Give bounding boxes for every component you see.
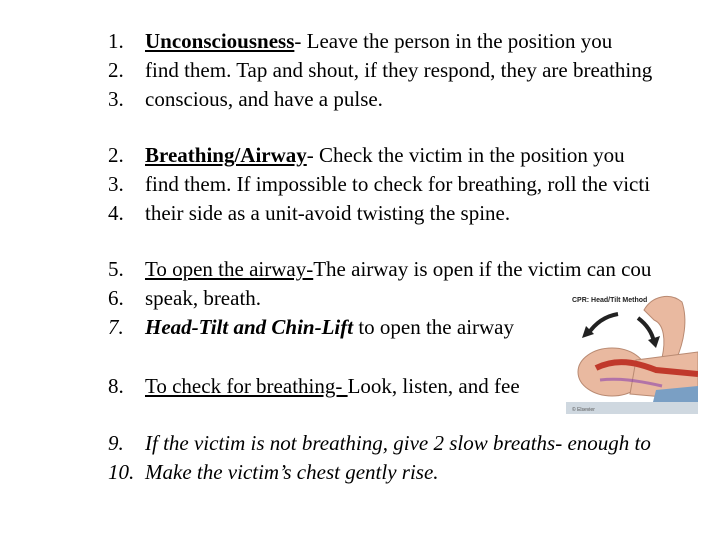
list-number: 3. xyxy=(108,172,124,196)
list-number: 7. xyxy=(108,315,124,339)
list-text: find them. If impossible to check for breathing, roll the victi xyxy=(145,172,651,196)
list-item-1 xyxy=(108,28,720,56)
list-number: 2. xyxy=(108,143,124,167)
list-text: - Check the victim in the position you xyxy=(306,143,625,167)
list-item-3 xyxy=(108,86,720,114)
list-text: to open the airway xyxy=(353,315,515,339)
list-number: 3. xyxy=(108,87,124,111)
list-number: 9. xyxy=(108,431,124,455)
list-text: Make the victim’s chest gently rise. xyxy=(145,460,439,484)
list-text: their side as a unit-avoid twisting the spine. xyxy=(145,201,511,225)
list-item-5 xyxy=(108,256,720,284)
cpr-figure xyxy=(566,290,698,414)
list-item-10 xyxy=(108,459,720,487)
list-text: If the victim is not breathing, give 2 slow breaths- enough to xyxy=(145,431,651,455)
term-head-tilt-chin-lift: Head-Tilt and Chin-Lift xyxy=(145,315,354,339)
list-item-9 xyxy=(108,430,720,458)
list-item-2 xyxy=(108,57,720,85)
list-item-2b xyxy=(108,142,720,170)
list-text: The airway is open if the victim can cou xyxy=(313,257,652,281)
list-number: 1. xyxy=(108,29,124,53)
list-number: 2. xyxy=(108,58,124,82)
list-text: speak, breath. xyxy=(145,286,262,310)
term-unconsciousness: Unconsciousness xyxy=(145,29,295,53)
term-check-breathing: To check for breathing- xyxy=(145,374,348,398)
head-tilt-chin-lift-illustration-icon xyxy=(566,290,698,414)
list-item-3b xyxy=(108,171,720,199)
term-breathing-airway: Breathing/Airway xyxy=(145,143,307,167)
figure-label: CPR: Head/Tilt Method xyxy=(572,297,648,304)
list-number: 5. xyxy=(108,257,124,281)
list-item-4 xyxy=(108,200,720,228)
list-number: 4. xyxy=(108,201,124,225)
list-number: 10. xyxy=(108,460,135,484)
svg-text:© Elsevier: © Elsevier xyxy=(572,407,595,413)
list-number: 6. xyxy=(108,286,124,310)
list-text: - Leave the person in the position you xyxy=(294,29,613,53)
list-text: find them. Tap and shout, if they respond, they are breathing xyxy=(145,58,653,82)
list-text: Look, listen, and fee xyxy=(347,374,520,398)
list-item-6 xyxy=(108,285,548,313)
list-text: conscious, and have a pulse. xyxy=(145,87,383,111)
list-item-7 xyxy=(108,314,566,342)
list-number: 8. xyxy=(108,374,124,398)
term-open-airway: To open the airway- xyxy=(145,257,314,281)
list-item-8 xyxy=(108,373,566,401)
